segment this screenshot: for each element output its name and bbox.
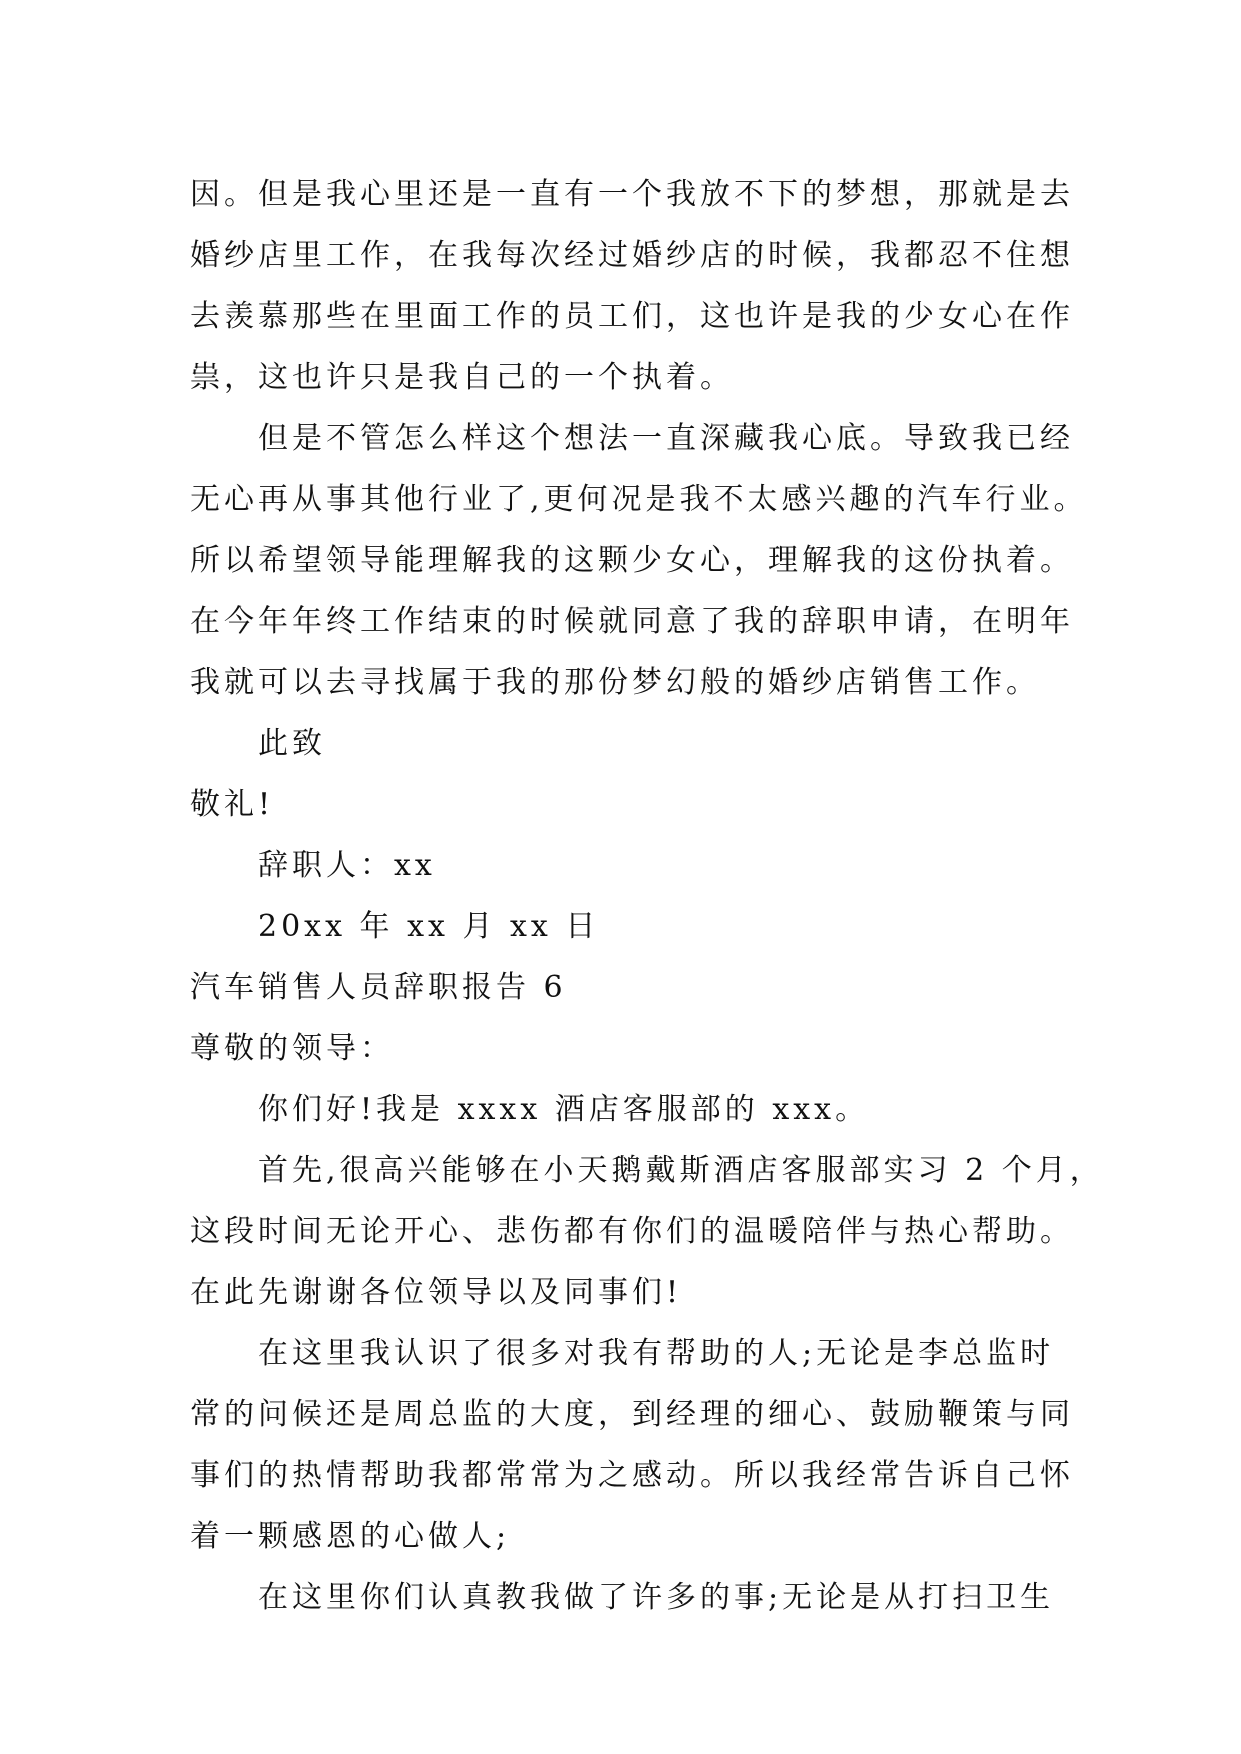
text-line: 在今年年终工作结束的时候就同意了我的辞职申请，在明年 <box>190 604 1074 639</box>
text-line: 在这里我认识了很多对我有帮助的人;无论是李总监时 <box>258 1336 1055 1371</box>
closing-salutation: 此致 <box>258 726 326 761</box>
greeting: 尊敬的领导： <box>190 1031 394 1066</box>
text-line: 着一颗感恩的心做人; <box>190 1519 511 1554</box>
text-line: 所以希望领导能理解我的这颗少女心，理解我的这份执着。 <box>190 543 1074 578</box>
text-line: 常的问候还是周总监的大度，到经理的细心、鼓励鞭策与同 <box>190 1397 1074 1432</box>
text-line: 我就可以去寻找属于我的那份梦幻般的婚纱店销售工作。 <box>190 665 1040 700</box>
text-line: 婚纱店里工作，在我每次经过婚纱店的时候，我都忍不住想 <box>190 238 1074 273</box>
text-line: 事们的热情帮助我都常常为之感动。所以我经常告诉自己怀 <box>190 1458 1074 1493</box>
text-line: 在这里你们认真教我做了许多的事;无论是从打扫卫生 <box>258 1580 1055 1615</box>
section-title: 汽车销售人员辞职报告 6 <box>190 970 567 1005</box>
text-line: 因。但是我心里还是一直有一个我放不下的梦想，那就是去 <box>190 177 1074 212</box>
text-line: 在此先谢谢各位领导以及同事们! <box>190 1275 683 1310</box>
text-line: 首先,很高兴能够在小天鹅戴斯酒店客服部实习 2 个月， <box>258 1153 1104 1188</box>
closing-regards: 敬礼! <box>190 787 275 822</box>
text-line: 这段时间无论开心、悲伤都有你们的温暖陪伴与热心帮助。 <box>190 1214 1074 1249</box>
text-line: 你们好!我是 xxxx 酒店客服部的 xxx。 <box>258 1092 870 1127</box>
text-line: 无心再从事其他行业了,更何况是我不太感兴趣的汽车行业。 <box>190 482 1088 517</box>
document-body <box>190 164 1104 1628</box>
text-line: 去羡慕那些在里面工作的员工们，这也许是我的少女心在作 <box>190 299 1074 334</box>
text-line: 祟，这也许只是我自己的一个执着。 <box>190 360 734 395</box>
signature-date: 20xx 年 xx 月 xx 日 <box>258 909 600 944</box>
text-line: 但是不管怎么样这个想法一直深藏我心底。导致我已经 <box>258 421 1074 456</box>
signature-name: 辞职人：xx <box>258 848 436 883</box>
